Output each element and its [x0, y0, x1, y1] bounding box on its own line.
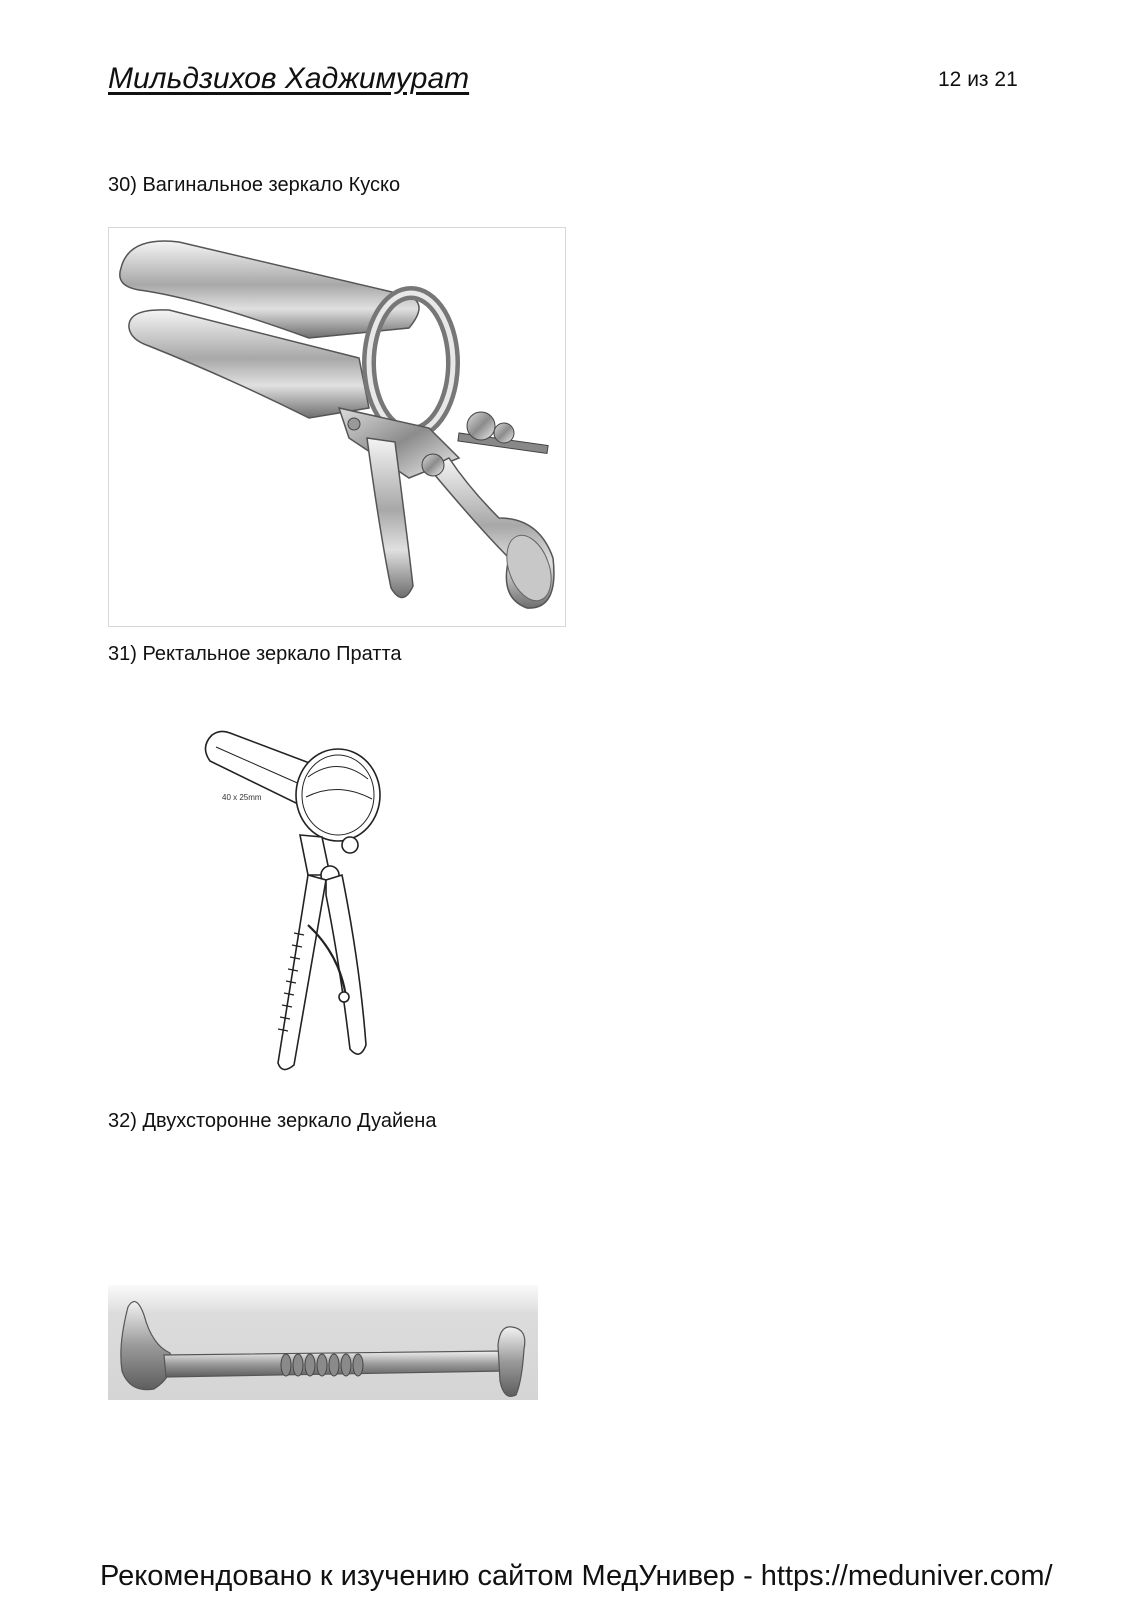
- size-label: 40 x 25mm: [222, 793, 262, 802]
- doyen-double-retractor-image: [108, 1285, 538, 1575]
- caption-31: 31) Ректальное зеркало Пратта: [108, 643, 402, 665]
- pratt-rectal-speculum-image: [190, 725, 430, 1095]
- caption-32: 32) Двухсторонне зеркало Дуайена: [108, 1110, 437, 1132]
- footer-text: Рекомендовано к изучению сайтом МедУнивер - https://meduniver.com/: [100, 1560, 1053, 1592]
- page-number: 12 из 21: [938, 68, 1018, 91]
- author-name: Мильдзихов Хаджимурат: [108, 62, 470, 95]
- caption-30: 30) Вагинальное зеркало Куско: [108, 174, 401, 196]
- cusco-speculum-image: [108, 227, 566, 627]
